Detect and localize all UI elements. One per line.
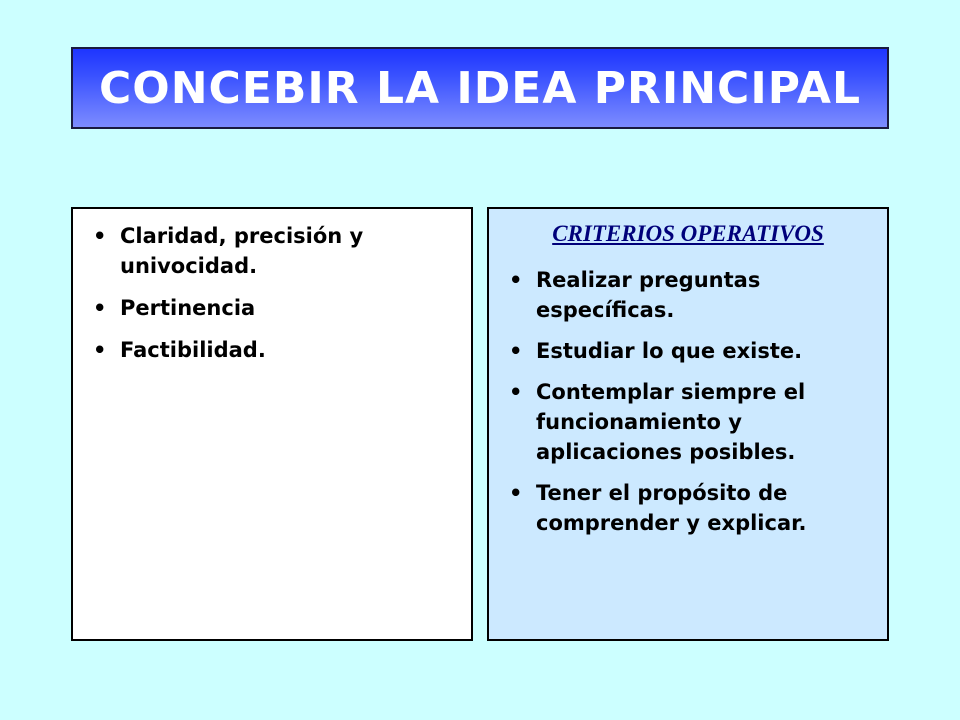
bullet-icon: • [93, 224, 107, 248]
list-item-text: Pertinencia [120, 296, 256, 320]
list-item [509, 377, 876, 467]
list-item-text: Realizar preguntas específicas. [536, 268, 761, 322]
list-item [93, 293, 460, 323]
title-banner [71, 47, 889, 129]
list-item [509, 478, 876, 538]
list-item [509, 265, 876, 325]
list-item-text: Claridad, precisión y univocidad. [120, 224, 364, 278]
criteria-heading: CRITERIOS OPERATIVOS [552, 221, 824, 246]
bullet-icon: • [509, 268, 523, 292]
bullet-icon: • [509, 481, 523, 505]
bullet-icon: • [509, 339, 523, 363]
slide-title: CONCEBIR LA IDEA PRINCIPAL [99, 62, 861, 114]
bullet-icon: • [93, 338, 107, 362]
left-bullet-list [93, 221, 460, 377]
right-panel [487, 207, 889, 641]
right-bullet-list [509, 265, 876, 549]
list-item [93, 335, 460, 365]
list-item [509, 336, 876, 366]
list-item-text: Contemplar siempre el funcionamiento y aplicaciones posibles. [536, 380, 806, 464]
list-item-text: Factibilidad. [120, 338, 266, 362]
bullet-icon: • [509, 380, 523, 404]
list-item-text: Estudiar lo que existe. [536, 339, 803, 363]
left-panel [71, 207, 473, 641]
list-item [93, 221, 460, 281]
list-item-text: Tener el propósito de comprender y explicar. [536, 481, 807, 535]
bullet-icon: • [93, 296, 107, 320]
